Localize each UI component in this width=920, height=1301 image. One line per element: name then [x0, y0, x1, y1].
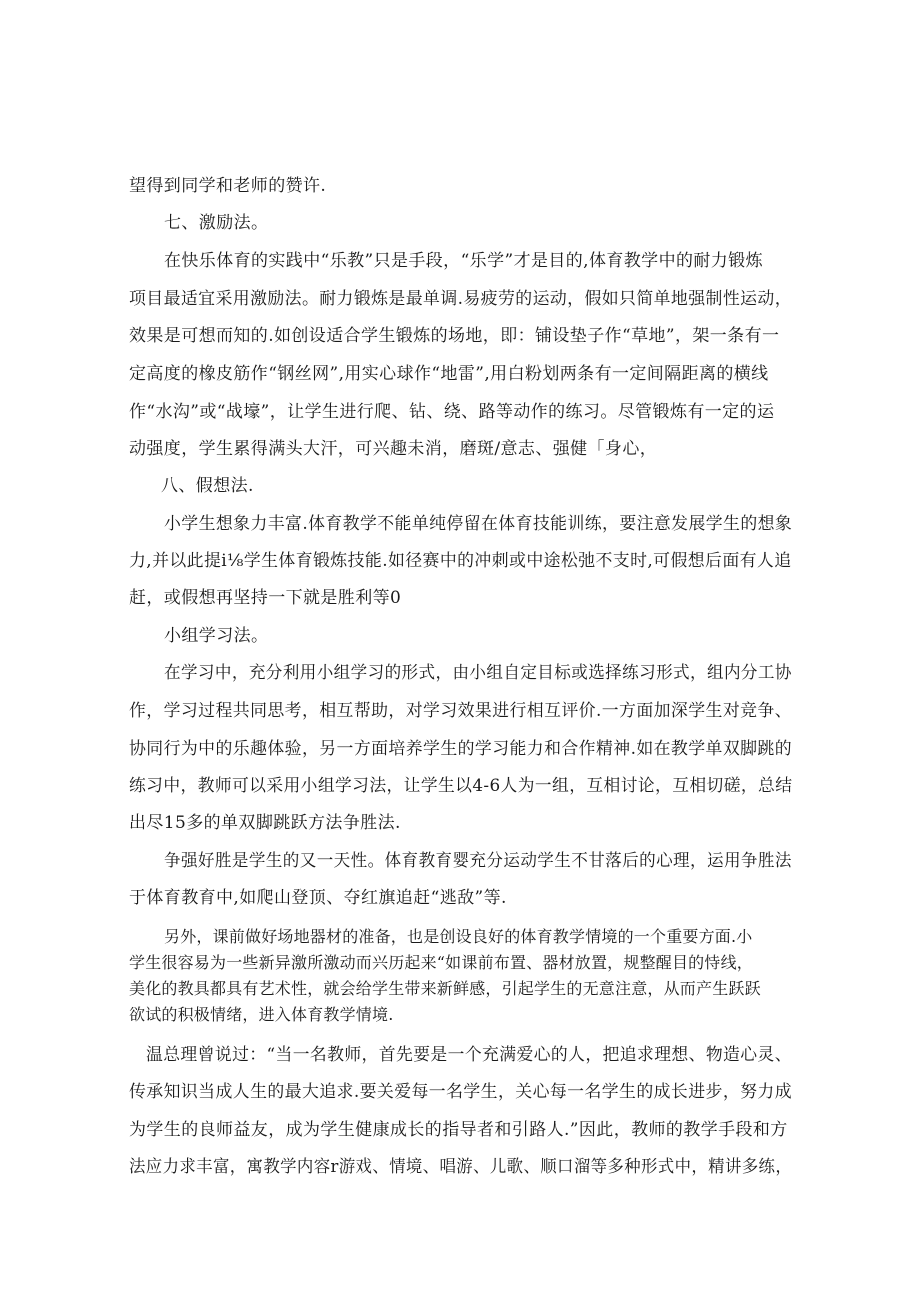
text-line: 欲试的积极情绪，进入体育教学情境. — [129, 1005, 394, 1024]
text-line: 温总理曾说过：“当一名教师，首先要是一个充满爱心的人，把追求理想、物造心灵、 — [146, 1045, 792, 1065]
text-line: 美化的教具都具有艺术性，就会给学生带来新鲜感，引起学生的无意注意，从而产生跃跃 — [129, 979, 761, 998]
text-line: 于体育教育中,如爬山登顶、夺红旗追赶“逃敌”等. — [129, 888, 507, 908]
text-line: 为学生的良师益友，成为学生健康成长的指导者和引路人.”因此，教师的教学手段和方 — [129, 1120, 788, 1140]
text-line: 争强好胜是学生的又一天性。体育教育婴充分运动学生不甘落后的心理，运用争胜法 — [164, 851, 792, 871]
text-line: 望得到同学和老师的赞许. — [129, 176, 327, 196]
text-line: 法应力求丰富，寓教学内容r游戏、情境、唱游、儿歌、顺口溜等多种形式中，精讲多练， — [129, 1157, 793, 1177]
text-line: 作“水沟”或“战壕”，让学生进行爬、钻、绕、路等动作的练习。尽管锻炼有一定的运 — [129, 402, 775, 422]
text-line: 协同行为中的乐趣体验，另一方面培养学生的学习能力和合作精神.如在教学单双脚跳的 — [129, 739, 793, 759]
text-line: 动强度，学生累得满头大汗，可兴趣未消，磨斑/意志、强健「身心， — [129, 439, 658, 459]
section-heading-8: 八、假想法. — [161, 476, 254, 496]
text-line: 力,并以此提i⅛学生体育锻炼技能.如径赛中的冲刺或中途松弛不支时,可假想后面有人追 — [129, 551, 792, 571]
section-heading-9: 小组学习法。 — [164, 626, 269, 646]
text-line: 出尽15多的单双脚跳跃方法争胜法. — [129, 813, 401, 833]
text-line: 传承知识当成人生的最大追求.要关爱每一名学生，关心每一名学生的成长进步，努力成 — [129, 1082, 793, 1102]
text-line: 练习中，教师可以采用小组学习法，让学生以4-6人为一组，互相讨论，互相切磋，总结 — [129, 776, 793, 796]
text-line: 学生很容易为一些新异激所激动而兴历起来“如课前布置、器材放置，规整醒目的恃线， — [129, 953, 753, 972]
text-line: 定高度的橡皮筋作“钢丝网”,用实心球作“地雷”,用白粉划两条有一定间隔距离的横线 — [129, 364, 769, 384]
text-line: 赶，或假想再坚持一下就是胜利等0 — [129, 588, 402, 608]
text-line: 在学习中，充分利用小组学习的形式，由小组自定目标或选择练习形式，组内分工协 — [164, 663, 792, 683]
text-line: 效果是可想而知的.如创设适合学生锻炼的场地，即：铺设垫子作“草地”，架一条有一 — [129, 326, 780, 346]
text-line: 项目最适宜采用激励法。耐力锻炼是最单调.易疲劳的运动，假如只简单地强制性运动， — [129, 289, 793, 309]
text-line: 另外，课前做好场地器材的准备，也是创设良好的体育教学情境的一个重要方面.小 — [164, 927, 753, 946]
text-line: 小学生想象力丰富.体育教学不能单纯停留在体育技能训练，要注意发展学生的想象 — [164, 514, 793, 534]
section-heading-7: 七、激励法。 — [164, 213, 269, 233]
text-line: 在快乐体育的实践中“乐教”只是手段，“乐学”才是目的,体育教学中的耐力锻炼 — [164, 251, 763, 271]
text-line: 作，学习过程共同思考，相互帮助，对学习效果进行相互评价.一方面加深学生对竞争、 — [129, 701, 793, 721]
